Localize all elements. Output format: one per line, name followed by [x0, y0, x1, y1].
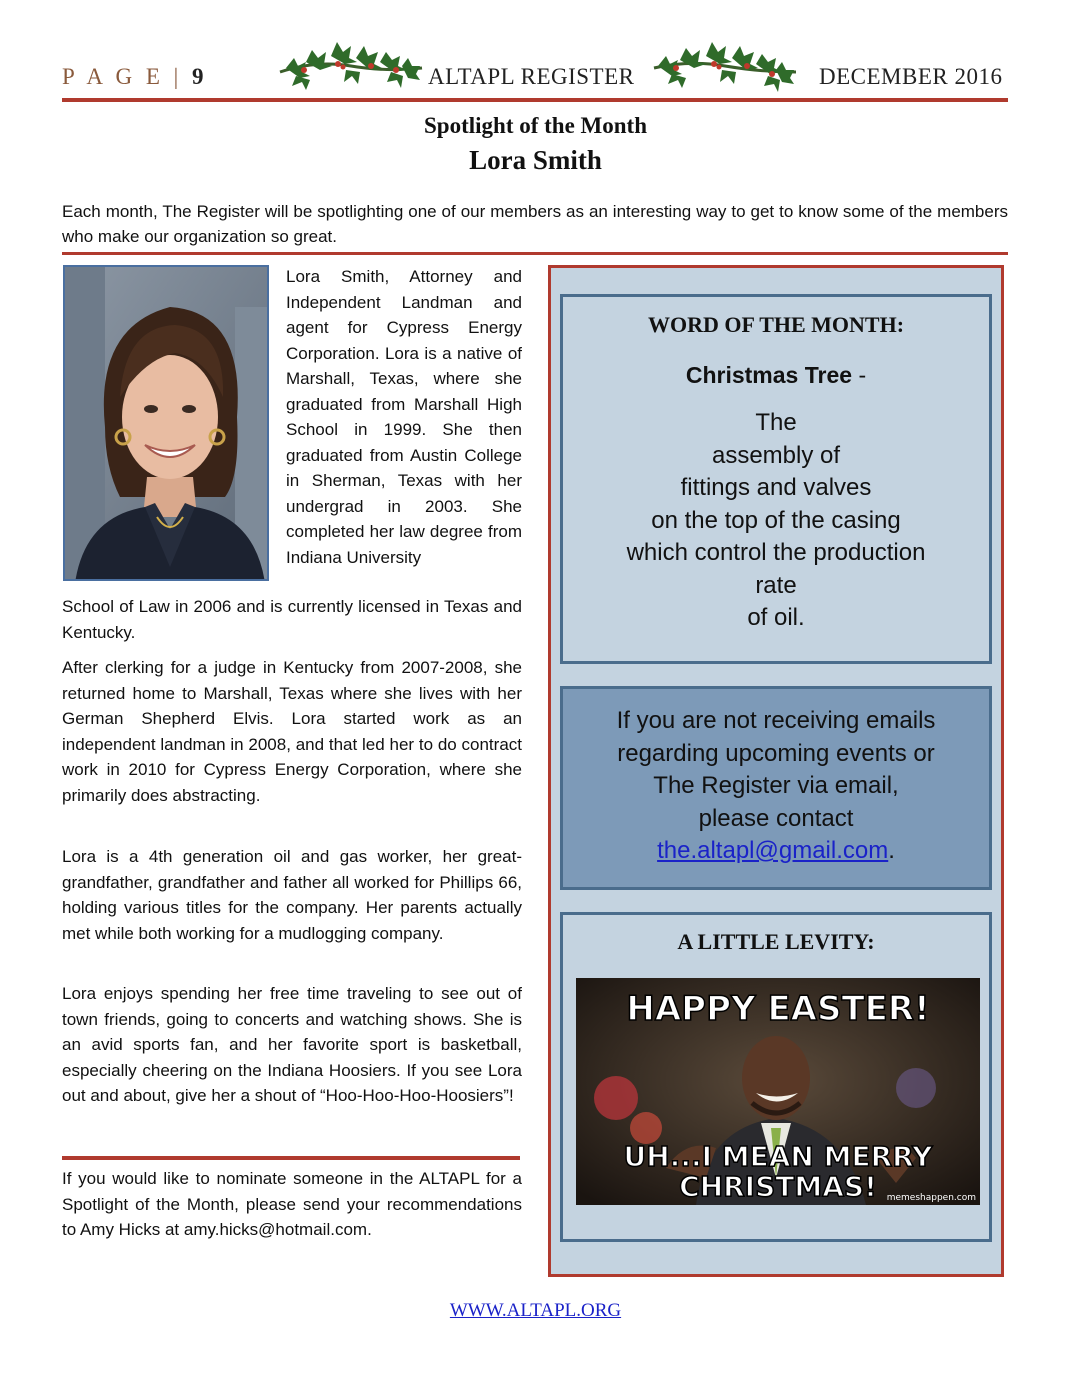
bio-paragraph-3: Lora is a 4th generation oil and gas worker, her great-grandfather, grandfather and father all worked for Phillips 66, holding various titles for the company. Her parents actually met while both working for a mudlogging company. — [62, 847, 522, 943]
email-text-line: If you are not receiving emails — [616, 707, 936, 734]
word-term-dash: - — [852, 362, 867, 388]
definition-line: of oil. — [747, 604, 805, 631]
header-divider — [62, 98, 1008, 102]
website-link[interactable]: WWW.ALTAPL.ORG — [449, 1300, 622, 1321]
spotlight-name: Lora Smith — [469, 145, 602, 175]
lora-smith-photo — [63, 265, 269, 581]
contact-email-link[interactable]: the.altapl@gmail.com — [657, 837, 889, 864]
email-line — [580, 835, 972, 868]
spotlight-heading: Spotlight of the Month — [424, 113, 647, 138]
word-term-line — [560, 362, 992, 389]
page-number: 9 — [192, 64, 204, 89]
definition-line: which control the production — [626, 539, 926, 566]
bio-paragraph-4: Lora enjoys spending her free time traveling to see out of town friends, going to concerts and watching shows. She is an avid sports fan, and her favorite sport is basketball, especially cheering on the Indiana Hoosiers. If you see Lora out and about, give her a shout of “Hoo-Hoo-Hoo-Hoosiers”! — [62, 984, 522, 1105]
bio-paragraph-1: Lora Smith, Attorney and Independent Landman and agent for Cypress Energy Corporation. Lora is a native of Marshall, Texas, where she graduated from Marshall High School in 1999. She then graduated from Austin College in Sherman, Texas with her undergrad in 2003. She completed her law degree from Indiana University — [286, 267, 522, 567]
holly-garland-icon — [276, 36, 426, 94]
intro-divider — [62, 252, 1008, 255]
issue-date: DECEMBER 2016 — [819, 64, 1003, 89]
meme-bottom-text-1: UH...I MEAN MERRY — [623, 1140, 933, 1173]
definition-line: rate — [755, 571, 797, 599]
email-contact-text — [580, 705, 972, 868]
email-text-line: please contact — [698, 804, 854, 832]
word-term: Christmas Tree — [685, 362, 853, 388]
holly-garland-icon — [650, 36, 800, 94]
word-of-month-heading: WORD OF THE MONTH: — [647, 312, 905, 337]
email-suffix: . — [888, 837, 895, 864]
nominate-divider — [62, 1156, 520, 1160]
portrait-illustration — [65, 267, 269, 581]
meme-top-text: HAPPY EASTER! — [626, 989, 930, 1029]
meme-credit: memeshappen.com — [886, 1193, 976, 1203]
page-number-label — [62, 64, 204, 90]
bio-paragraph-2: After clerking for a judge in Kentucky from 2007-2008, she returned home to Marshall, Texas where she lives with her German Shepherd Elvis. Lora started work as an independent landman in 2008, and that led her to do contract work in 2010 for Cypress Energy Corporation, where she primarily does abstracting. — [62, 658, 522, 805]
definition-line: fittings and valves — [680, 474, 872, 501]
email-text-line: The Register via email, — [653, 772, 899, 799]
definition-line: The — [755, 409, 797, 436]
meme-bottom-text-2: CHRISTMAS! — [679, 1170, 877, 1203]
page-label: P A G E | — [62, 64, 183, 89]
definition-line: assembly of — [711, 441, 841, 469]
newsletter-title: ALTAPL REGISTER — [428, 64, 635, 89]
spotlight-intro: Each month, The Register will be spotlighting one of our members as an interesting way to get to know some of the members who make our organization so great. — [62, 202, 1008, 246]
bio-paragraph-1-cont: School of Law in 2006 and is currently licensed in Texas and Kentucky. — [62, 597, 522, 642]
nominate-paragraph: If you would like to nominate someone in the ALTAPL for a Spotlight of the Month, please send your recommendations to Amy Hicks at amy.hicks@hotmail.com. — [62, 1169, 522, 1239]
definition-line: on the top of the casing — [651, 506, 901, 534]
levity-heading: A LITTLE LEVITY: — [677, 929, 875, 954]
meme-illustration — [576, 978, 980, 1205]
christmas-meme-image — [576, 978, 980, 1205]
word-definition — [600, 407, 952, 635]
email-text-line: regarding upcoming events or — [617, 739, 935, 767]
